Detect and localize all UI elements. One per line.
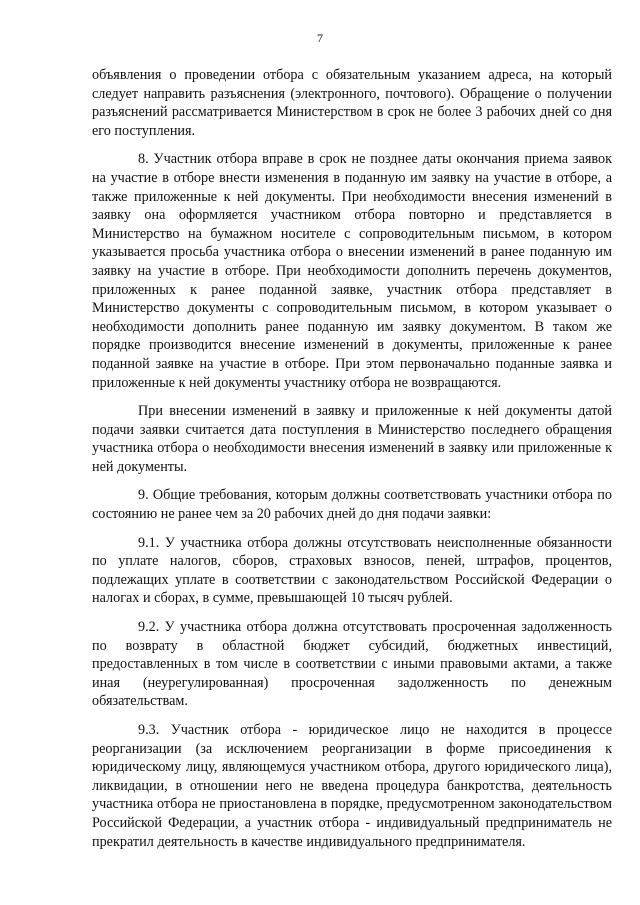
paragraph-item-9-3: 9.3. Участник отбора - юридическое лицо не находится в процессе реорганизации (за исключением реорганизации в форме присоединения к юридическому лицу, являющемуся участником отбора, другого юридического лица), ликвидации, в отношении него не введена процедура банкротства, деятельность участника отбора не приостановлена в порядке, предусмотренном законодательством Российской Федерации, а участник отбора - индивидуальный предприниматель не прекратил деятельность в качестве индивидуального предпринимателя. [92, 722, 612, 850]
paragraph-item-9-2: 9.2. У участника отбора должна отсутствовать просроченная задолженность по возврату в областной бюджет субсидий, бюджетных инвестиций, предоставленных в том числе в соответствии с иными правовыми актами, а также иная (неурегулированная) просроченная задолженность по денежным обязательствам. [92, 619, 612, 710]
document-body [92, 66, 612, 851]
paragraph-item-8: 8. Участник отбора вправе в срок не позднее даты окончания приема заявок на участие в отборе внести изменения в поданную им заявку на участие в отборе, а также приложенные к ней документы. При необходимости внесения изменений в заявку она оформляется участником отбора повторно и представляется в Министерство на бумажном носителе с сопроводительным письмом, в котором указывается просьба участника отбора о внесении изменений в ранее поданную им заявку на участие в отборе. При необходимости дополнить перечень документов, приложенных к ранее поданной заявке, участник отбора представляет в Министерство документы с сопроводительным письмом, в котором указывает о необходимости дополнить ранее поданную им заявку документом. В таком же порядке производится внесение изменений в документы, приложенные к ранее поданной заявке на участие в отборе. При этом первоначально поданные заявка и приложенные к ней документы участнику отбора не возвращаются. [92, 151, 612, 391]
paragraph-item-9: 9. Общие требования, которым должны соответствовать участники отбора по состоянию не ранее чем за 20 рабочих дней до дня подачи заявки: [92, 487, 612, 523]
paragraph-submission-date: При внесении изменений в заявку и приложенные к ней документы датой подачи заявки считается дата поступления в Министерство последнего обращения участника отбора о необходимости внесения изменений в заявку или приложенные к ней документы. [92, 403, 612, 475]
page-number: 7 [317, 31, 323, 45]
paragraph-item-9-1: 9.1. У участника отбора должны отсутствовать неисполненные обязанности по уплате налогов, сборов, страховых взносов, пеней, штрафов, процентов, подлежащих уплате в соответствии с законодательством Российской Федерации о налогах и сборах, в сумме, превышающей 10 тысяч рублей. [92, 534, 612, 607]
paragraph-continuation: объявления о проведении отбора с обязательным указанием адреса, на который следует направить разъяснения (электронного, почтового). Обращение о получении разъяснений рассматривается Министерством в срок не более 3 рабочих дней со дня его поступления. [92, 67, 612, 139]
